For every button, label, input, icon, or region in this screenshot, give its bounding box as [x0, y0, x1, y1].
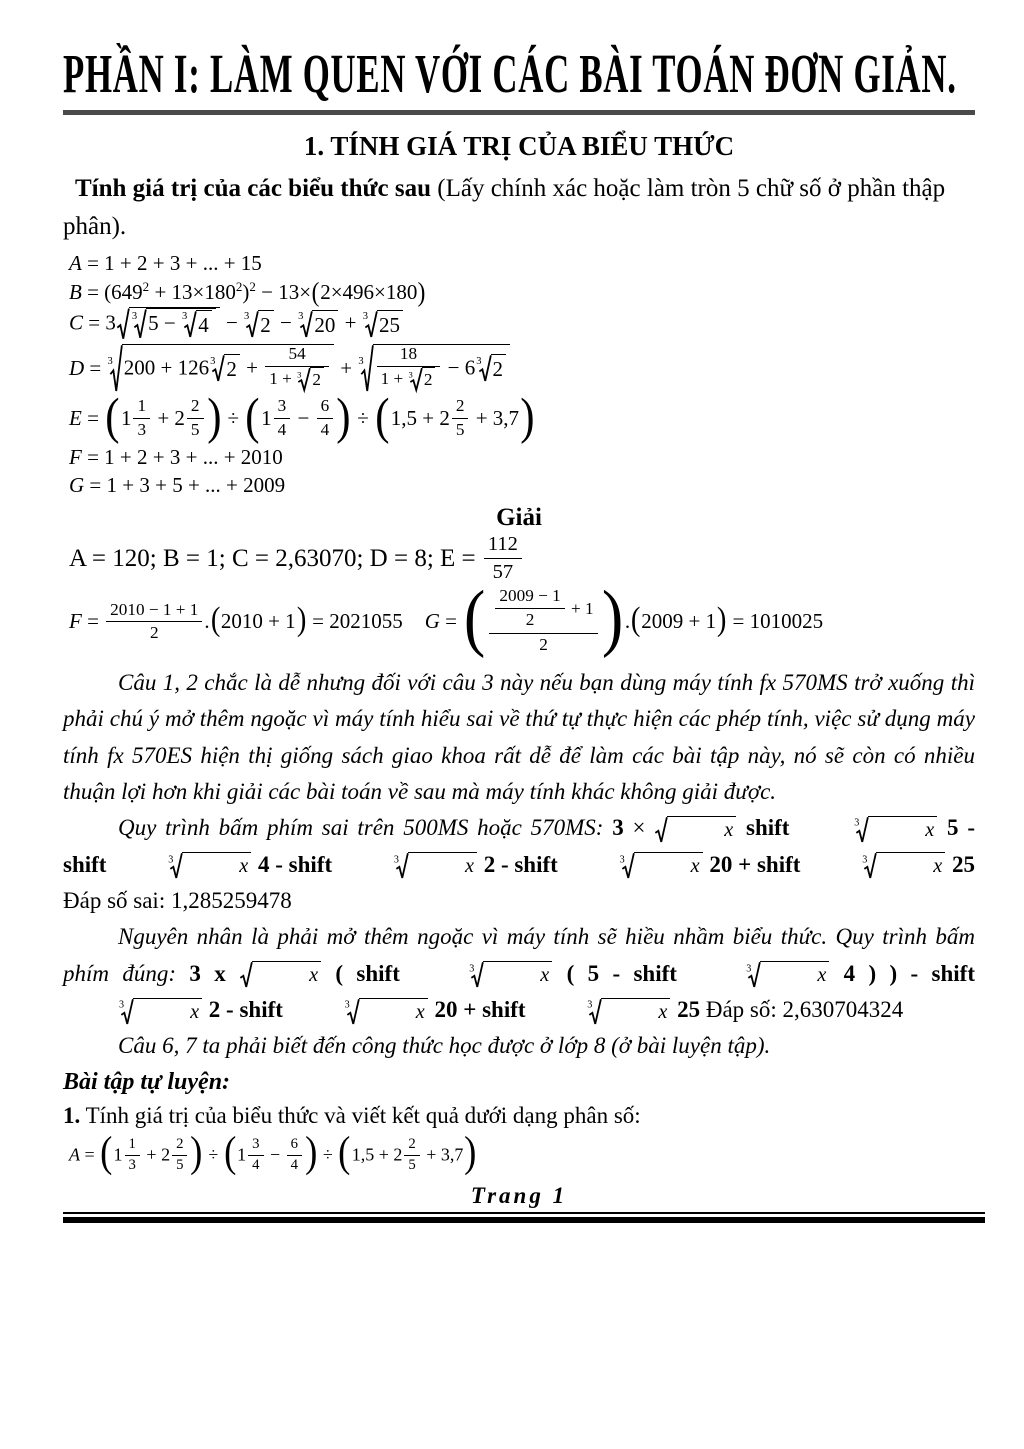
- section-heading: 1. TÍNH GIÁ TRỊ CỦA BIỂU THỨC: [303, 130, 735, 161]
- equation-f: F = 1 + 2 + 3 + ... + 2010: [69, 444, 283, 469]
- practice-heading: Bài tập tự luyện:: [63, 1068, 231, 1095]
- part-title: PHẦN I: LÀM QUEN VỚI CÁC BÀI TOÁN ĐƠN GIẢN.: [63, 44, 957, 105]
- solution-f: F = $\frac{2010 - 1 + 1}{2}$ .(2010 + 1) = 2021055: [69, 599, 403, 643]
- note-paragraph: Câu 1, 2 chắc là dễ nhưng đối với câu 3 này nếu bạn dùng máy tính fx 570MS trở xuống thì phải chú ý mở thêm ngoặc vì máy tính hiểu sai về thứ tự thực hiện các phép tính, việc sử dụng máy tính fx 570ES hiện thị giống sách giao khoa rất dễ để làm các bài tập này, nó sẽ còn có nhiều thuận lợi hơn khi giải các bài toán về sau mà máy tính khác không giải được.: [63, 670, 975, 805]
- solution-heading: Giải: [496, 503, 542, 531]
- equation-b: $B = (649^2 + 13\times 180^2)^2 - 13\times(2\times 496\times 180)$: [69, 276, 426, 307]
- equation-d: D = 3 200 + 126 3 2 + 54 1 + 3 2 + 3 18 1 + 3 2 − 6 3 2: [69, 345, 975, 395]
- intro-text: Tính giá trị của các biểu thức sau (Lấy chính xác hoặc làm tròn 5 chữ số ở phần thập phân).: [63, 174, 946, 241]
- title-rule: [63, 110, 975, 115]
- wrong-keypress-paragraph: Quy trình bấm phím sai trên 500MS hoặc 570MS: 3 × x shift 3 x 5 - shift 3 x 4 - shift 3 x 2 - shift 3 x 20 + shift 3 x 25 Đáp số sai: 1,285259478: [63, 815, 975, 914]
- cau67-paragraph: Câu 6, 7 ta phải biết đến công thức học được ở lớp 8 (ở bài luyện tập).: [118, 1033, 771, 1059]
- solution-g: G = ( $\frac{2009 - 1}{2}$ + 1 2 ).(2009 + 1) = 1010025: [424, 575, 824, 659]
- equation-c: C = 3 3 5 − 3 4 − 3 2 − 3 20 + 3 25: [69, 308, 975, 341]
- solution-fg-row: [63, 575, 975, 659]
- page-footer: Trang 1: [470, 1183, 568, 1209]
- solution-answers: A = 120; B = 1; C = 2,63070; D = 8; E = $\frac{112}{57}$: [69, 534, 975, 586]
- practice-equation-a: A = (1 $\frac{1}{3}$ + 2 $\frac{2}{5}$ ) ÷ (1 $\frac{3}{4}$ − $\frac{6}{4}$ ) ÷ (1,5 + 2 $\frac{2}{5}$ + 3,7): [69, 1128, 477, 1176]
- correct-keypress-paragraph: Nguyên nhân là phải mở thêm ngoặc vì máy tính sẽ hiều nhầm biểu thức. Quy trình bấm phím đúng: 3 x x ( shift 3 x ( 5 - shift 3 x 4 ) ) - shift 3 x 2 - shift 3 x 20 + shift 3 x 25 Đáp số: 2,630704324: [63, 919, 975, 1028]
- equation-g: G = 1 + 3 + 5 + ... + 2009: [69, 472, 286, 497]
- equation-a: A = 1 + 2 + 3 + ... + 15: [69, 251, 262, 276]
- equation-e: E = (1 $\frac{1}{3}$ + 2 $\frac{2}{5}$ ) ÷ (1 $\frac{3}{4}$ − $\frac{6}{4}$ ) ÷ (1,5 + 2 $\frac{2}{5}$ + 3,7): [69, 388, 535, 445]
- practice-item-1: 1. Tính giá trị của biểu thức và viết kết quả dưới dạng phân số:: [63, 1102, 641, 1128]
- footer-rule: [63, 1212, 985, 1223]
